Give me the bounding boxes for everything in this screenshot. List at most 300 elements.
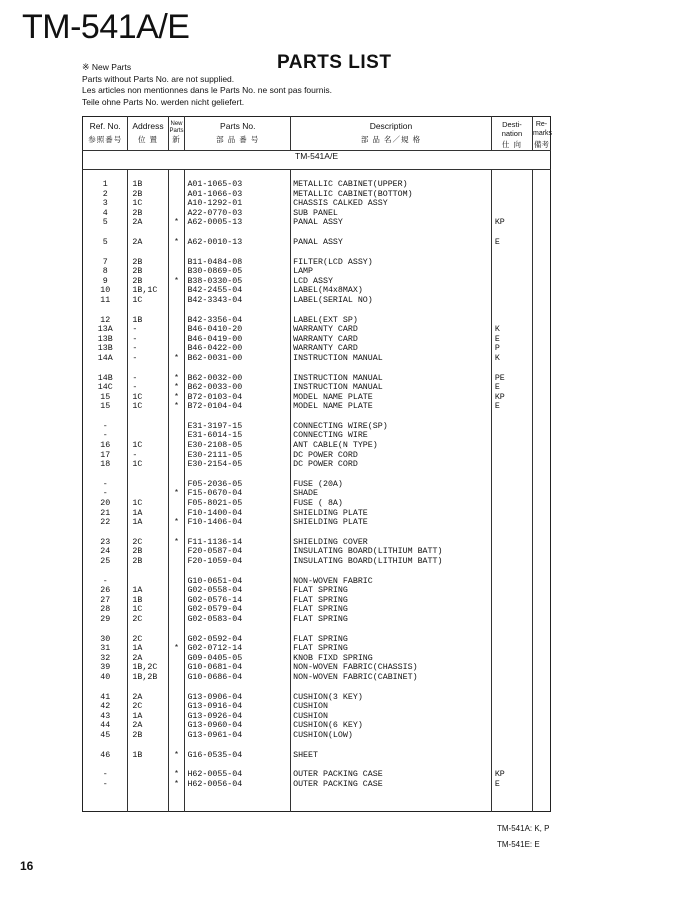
cell-address: 1A: [128, 509, 168, 519]
row-spacer: [83, 170, 551, 181]
table-row: [83, 780, 551, 790]
table-row: [83, 402, 551, 412]
cell-new-parts: [168, 199, 185, 209]
cell-remarks: [533, 199, 551, 209]
parts-table-body: [83, 170, 551, 812]
cell-ref-no: -: [102, 479, 108, 489]
spacer-cell: [168, 364, 185, 374]
table-row: [83, 693, 551, 703]
cell-parts-no: G13-0961-04: [185, 731, 291, 741]
cell-parts-no: G10-0651-04: [185, 577, 291, 587]
spacer-cell: [491, 364, 532, 374]
cell-remarks: [533, 460, 551, 470]
cell-new-parts: [168, 605, 185, 615]
cell-address: -: [128, 325, 168, 335]
cell-ref-no: 13B: [97, 334, 113, 344]
cell-destination: [491, 258, 532, 268]
cell-description: WARRANTY CARD: [291, 335, 492, 345]
cell-parts-no: F10-1406-04: [185, 518, 291, 528]
cell-description: CUSHION: [291, 702, 492, 712]
cell-remarks: [533, 286, 551, 296]
cell-ref-no: -: [102, 576, 108, 586]
spacer-cell: [168, 248, 185, 258]
spacer-cell: [185, 760, 291, 770]
cell-ref-no: 22: [100, 518, 111, 528]
col-header-address: Address 位 置: [128, 117, 168, 151]
cell-parts-no: B42-3343-04: [185, 296, 291, 306]
cell-ref-no: 11: [100, 295, 111, 305]
cell-parts-no: G02-0579-04: [185, 605, 291, 615]
cell-address: 1B: [128, 180, 168, 190]
cell-new-parts: *: [168, 538, 185, 548]
cell-destination: [491, 721, 532, 731]
cell-ref-no: 20: [100, 499, 111, 509]
cell-ref-no: 45: [100, 730, 111, 740]
spacer-cell: [128, 683, 168, 693]
spacer-cell: [491, 760, 532, 770]
spacer-cell: [128, 625, 168, 635]
spacer-cell: [128, 412, 168, 422]
spacer-cell: [491, 412, 532, 422]
cell-remarks: [533, 644, 551, 654]
cell-remarks: [533, 509, 551, 519]
col-header-ref-no: Ref. No. 参照番号: [83, 117, 128, 151]
cell-parts-no: E30-2154-05: [185, 460, 291, 470]
cell-address: 2B: [128, 277, 168, 287]
cell-remarks: [533, 451, 551, 461]
cell-remarks: [533, 499, 551, 509]
cell-destination: E: [491, 383, 532, 393]
cell-remarks: [533, 577, 551, 587]
cell-address: 1A: [128, 518, 168, 528]
cell-ref-no: 10: [100, 286, 111, 296]
table-row: [83, 615, 551, 625]
page-number: 16: [20, 859, 34, 873]
cell-address: 2A: [128, 218, 168, 228]
cell-ref-no: 7: [102, 257, 108, 267]
table-row: [83, 635, 551, 645]
cell-description: CHASSIS CALKED ASSY: [291, 199, 492, 209]
cell-parts-no: G09-0405-05: [185, 654, 291, 664]
cell-remarks: [533, 480, 551, 490]
cell-destination: [491, 557, 532, 567]
cell-remarks: [533, 354, 551, 364]
cell-ref-no: 13B: [97, 344, 113, 354]
spacer-cell: [128, 760, 168, 770]
row-spacer: [83, 364, 551, 374]
cell-description: DC POWER CORD: [291, 451, 492, 461]
cell-parts-no: B62-0032-00: [185, 374, 291, 384]
table-row: [83, 644, 551, 654]
cell-address: 1C: [128, 402, 168, 412]
cell-remarks: [533, 635, 551, 645]
table-row: [83, 663, 551, 673]
cell-remarks: [533, 422, 551, 432]
spacer-cell: [168, 760, 185, 770]
cell-destination: [491, 518, 532, 528]
cell-address: 2C: [128, 538, 168, 548]
table-row: [83, 654, 551, 664]
cell-description: CONNECTING WIRE: [291, 431, 492, 441]
spacer-cell: [491, 741, 532, 751]
col-header-ref-no-jp: 参照番号: [88, 135, 123, 144]
cell-description: CUSHION(3 KEY): [291, 693, 492, 703]
cell-address: 2C: [128, 615, 168, 625]
note-english: Parts without Parts No. are not supplied.: [82, 73, 235, 84]
cell-ref-no: 12: [100, 315, 111, 325]
cell-destination: [491, 644, 532, 654]
cell-parts-no: E30-2111-05: [185, 451, 291, 461]
spacer-cell: [128, 170, 168, 181]
cell-new-parts: [168, 209, 185, 219]
cell-destination: [491, 547, 532, 557]
cell-destination: [491, 480, 532, 490]
table-row: [83, 374, 551, 384]
spacer-cell: [83, 760, 128, 770]
cell-remarks: [533, 615, 551, 625]
spacer-cell: [128, 528, 168, 538]
cell-description: CUSHION(6 KEY): [291, 721, 492, 731]
cell-description: CONNECTING WIRE(SP): [291, 422, 492, 432]
cell-remarks: [533, 218, 551, 228]
cell-remarks: [533, 721, 551, 731]
cell-description: WARRANTY CARD: [291, 344, 492, 354]
row-spacer: [83, 306, 551, 316]
spacer-cell: [168, 306, 185, 316]
cell-parts-no: F20-0587-04: [185, 547, 291, 557]
cell-parts-no: G10-0681-04: [185, 663, 291, 673]
cell-destination: E: [491, 335, 532, 345]
table-row: [83, 712, 551, 722]
cell-parts-no: G02-0558-04: [185, 586, 291, 596]
cell-parts-no: B11-0484-08: [185, 258, 291, 268]
spacer-cell: [185, 412, 291, 422]
cell-description: ANT CABLE(N TYPE): [291, 441, 492, 451]
cell-remarks: [533, 770, 551, 780]
cell-destination: K: [491, 325, 532, 335]
cell-address: [128, 489, 168, 499]
cell-description: NON-WOVEN FABRIC(CHASSIS): [291, 663, 492, 673]
cell-ref-no: 41: [100, 692, 111, 702]
cell-remarks: [533, 402, 551, 412]
cell-destination: [491, 702, 532, 712]
row-spacer: [83, 789, 551, 812]
cell-description: DC POWER CORD: [291, 460, 492, 470]
cell-description: SHEET: [291, 751, 492, 761]
cell-parts-no: A10-1292-01: [185, 199, 291, 209]
cell-new-parts: [168, 258, 185, 268]
spacer-cell: [185, 170, 291, 181]
cell-ref-no: 18: [100, 460, 111, 470]
cell-parts-no: B46-0422-00: [185, 344, 291, 354]
cell-new-parts: [168, 577, 185, 587]
cell-new-parts: *: [168, 780, 185, 790]
cell-address: 1C: [128, 460, 168, 470]
cell-description: MODEL NAME PLATE: [291, 402, 492, 412]
table-row: [83, 770, 551, 780]
cell-address: -: [128, 374, 168, 384]
cell-destination: [491, 663, 532, 673]
cell-new-parts: [168, 731, 185, 741]
cell-new-parts: [168, 596, 185, 606]
row-spacer: [83, 760, 551, 770]
cell-address: 2B: [128, 190, 168, 200]
cell-remarks: [533, 238, 551, 248]
cell-parts-no: B62-0033-00: [185, 383, 291, 393]
cell-new-parts: [168, 480, 185, 490]
cell-remarks: [533, 383, 551, 393]
cell-new-parts: *: [168, 770, 185, 780]
cell-remarks: [533, 325, 551, 335]
table-row: [83, 258, 551, 268]
cell-address: 2A: [128, 238, 168, 248]
cell-address: 2B: [128, 209, 168, 219]
table-row: [83, 325, 551, 335]
cell-remarks: [533, 663, 551, 673]
cell-destination: [491, 422, 532, 432]
cell-parts-no: A01-1065-03: [185, 180, 291, 190]
spacer-cell: [291, 789, 492, 812]
spacer-cell: [491, 306, 532, 316]
spacer-cell: [83, 228, 128, 238]
cell-remarks: [533, 538, 551, 548]
cell-new-parts: [168, 422, 185, 432]
table-header: [83, 117, 551, 170]
cell-ref-no: 15: [100, 402, 111, 412]
table-row: [83, 702, 551, 712]
cell-destination: [491, 635, 532, 645]
spacer-cell: [533, 741, 551, 751]
cell-destination: [491, 731, 532, 741]
cell-address: 2B: [128, 547, 168, 557]
cell-new-parts: [168, 663, 185, 673]
cell-address: 2B: [128, 731, 168, 741]
cell-destination: [491, 460, 532, 470]
cell-description: FLAT SPRING: [291, 644, 492, 654]
cell-new-parts: *: [168, 383, 185, 393]
col-header-remarks-jp: 備考: [534, 140, 549, 149]
new-parts-label: New Parts: [91, 62, 132, 72]
cell-remarks: [533, 557, 551, 567]
cell-new-parts: [168, 286, 185, 296]
spacer-cell: [168, 228, 185, 238]
cell-parts-no: G13-0926-04: [185, 712, 291, 722]
cell-parts-no: B38-0330-05: [185, 277, 291, 287]
spacer-cell: [185, 228, 291, 238]
col-header-description: Description 部 品 名／規 格: [291, 117, 492, 151]
cell-new-parts: [168, 673, 185, 683]
table-row: [83, 277, 551, 287]
spacer-cell: [128, 306, 168, 316]
spacer-cell: [185, 470, 291, 480]
spacer-cell: [128, 364, 168, 374]
new-parts-mark: ※: [82, 62, 90, 72]
cell-remarks: [533, 258, 551, 268]
cell-description: WARRANTY CARD: [291, 325, 492, 335]
table-row: [83, 460, 551, 470]
cell-remarks: [533, 374, 551, 384]
spacer-cell: [168, 528, 185, 538]
cell-parts-no: H62-0055-04: [185, 770, 291, 780]
cell-address: 1C: [128, 296, 168, 306]
spacer-cell: [291, 248, 492, 258]
spacer-cell: [533, 306, 551, 316]
spacer-cell: [291, 567, 492, 577]
spacer-cell: [83, 306, 128, 316]
cell-ref-no: 43: [100, 711, 111, 721]
spacer-cell: [533, 364, 551, 374]
cell-parts-no: A62-0010-13: [185, 238, 291, 248]
cell-address: -: [128, 383, 168, 393]
cell-ref-no: -: [102, 421, 108, 431]
cell-destination: K: [491, 354, 532, 364]
table-row: [83, 209, 551, 219]
cell-parts-no: F05-2036-05: [185, 480, 291, 490]
cell-ref-no: 21: [100, 508, 111, 518]
cell-parts-no: H62-0056-04: [185, 780, 291, 790]
cell-remarks: [533, 751, 551, 761]
spacer-cell: [83, 170, 128, 181]
spacer-cell: [83, 248, 128, 258]
spacer-cell: [83, 364, 128, 374]
cell-destination: E: [491, 402, 532, 412]
cell-description: SHIELDING PLATE: [291, 518, 492, 528]
cell-parts-no: E31-3197-15: [185, 422, 291, 432]
cell-remarks: [533, 316, 551, 326]
cell-parts-no: F10-1400-04: [185, 509, 291, 519]
cell-address: 1C: [128, 393, 168, 403]
cell-remarks: [533, 393, 551, 403]
document-title: TM-541A/E: [22, 8, 190, 46]
cell-remarks: [533, 335, 551, 345]
spacer-cell: [83, 412, 128, 422]
table-row: [83, 557, 551, 567]
cell-remarks: [533, 693, 551, 703]
spacer-cell: [168, 170, 185, 181]
cell-address: [128, 480, 168, 490]
row-spacer: [83, 470, 551, 480]
cell-ref-no: 23: [100, 537, 111, 547]
cell-new-parts: [168, 267, 185, 277]
table-row: [83, 518, 551, 528]
cell-new-parts: [168, 441, 185, 451]
cell-remarks: [533, 518, 551, 528]
section-title: PARTS LIST: [277, 52, 392, 73]
cell-description: MODEL NAME PLATE: [291, 393, 492, 403]
table-row: [83, 267, 551, 277]
cell-description: SHIELDING COVER: [291, 538, 492, 548]
cell-description: METALLIC CABINET(UPPER): [291, 180, 492, 190]
cell-destination: [491, 267, 532, 277]
table-row: [83, 180, 551, 190]
cell-new-parts: [168, 635, 185, 645]
col-header-parts-no-jp: 部 品 番 号: [216, 135, 260, 144]
cell-ref-no: 25: [100, 557, 111, 566]
cell-ref-no: 14B: [97, 373, 113, 383]
spacer-cell: [533, 228, 551, 238]
cell-new-parts: [168, 586, 185, 596]
spacer-cell: [533, 567, 551, 577]
spacer-cell: [83, 567, 128, 577]
cell-new-parts: [168, 547, 185, 557]
note-german: Teile ohne Parts No. werden nicht geliefert.: [82, 96, 245, 107]
spacer-cell: [291, 760, 492, 770]
cell-remarks: [533, 702, 551, 712]
cell-parts-no: B46-0419-00: [185, 335, 291, 345]
cell-new-parts: [168, 180, 185, 190]
cell-ref-no: 31: [100, 644, 111, 654]
spacer-cell: [185, 567, 291, 577]
table-row: [83, 605, 551, 615]
cell-description: OUTER PACKING CASE: [291, 780, 492, 790]
cell-parts-no: A01-1066-03: [185, 190, 291, 200]
cell-destination: [491, 577, 532, 587]
cell-new-parts: *: [168, 277, 185, 287]
spacer-cell: [291, 741, 492, 751]
cell-ref-no: 27: [100, 595, 111, 605]
cell-address: 1B: [128, 316, 168, 326]
cell-address: [128, 577, 168, 587]
spacer-cell: [128, 470, 168, 480]
cell-description: LABEL(M4x8MAX): [291, 286, 492, 296]
cell-destination: [491, 693, 532, 703]
cell-destination: [491, 654, 532, 664]
spacer-cell: [128, 228, 168, 238]
spacer-cell: [533, 248, 551, 258]
cell-destination: [491, 712, 532, 722]
cell-address: [128, 422, 168, 432]
cell-ref-no: 1: [102, 180, 108, 189]
cell-new-parts: [168, 460, 185, 470]
spacer-cell: [291, 683, 492, 693]
cell-address: -: [128, 344, 168, 354]
cell-address: 1C: [128, 605, 168, 615]
table-row: [83, 547, 551, 557]
spacer-cell: [168, 470, 185, 480]
cell-address: 1B,2C: [128, 663, 168, 673]
cell-new-parts: *: [168, 751, 185, 761]
cell-ref-no: 8: [102, 267, 108, 277]
cell-ref-no: 32: [100, 653, 111, 663]
notes-block: [82, 62, 332, 108]
spacer-cell: [128, 567, 168, 577]
cell-parts-no: B62-0031-00: [185, 354, 291, 364]
table-row: [83, 354, 551, 364]
cell-address: 2B: [128, 258, 168, 268]
cell-new-parts: [168, 316, 185, 326]
spacer-cell: [168, 567, 185, 577]
spacer-cell: [185, 683, 291, 693]
cell-destination: [491, 296, 532, 306]
spacer-cell: [168, 412, 185, 422]
cell-destination: [491, 586, 532, 596]
table-row: [83, 751, 551, 761]
cell-ref-no: 16: [100, 441, 111, 451]
cell-description: NON-WOVEN FABRIC: [291, 577, 492, 587]
spacer-cell: [185, 306, 291, 316]
table-row: [83, 199, 551, 209]
cell-description: INSTRUCTION MANUAL: [291, 383, 492, 393]
row-spacer: [83, 228, 551, 238]
cell-remarks: [533, 780, 551, 790]
footnote-a-destinations: TM-541A: K, P: [497, 824, 550, 833]
cell-address: [128, 431, 168, 441]
col-header-new-bottom: Parts: [169, 128, 184, 134]
cell-destination: KP: [491, 218, 532, 228]
cell-new-parts: *: [168, 238, 185, 248]
spacer-cell: [168, 741, 185, 751]
col-header-description-jp: 部 品 名／規 格: [360, 135, 422, 144]
